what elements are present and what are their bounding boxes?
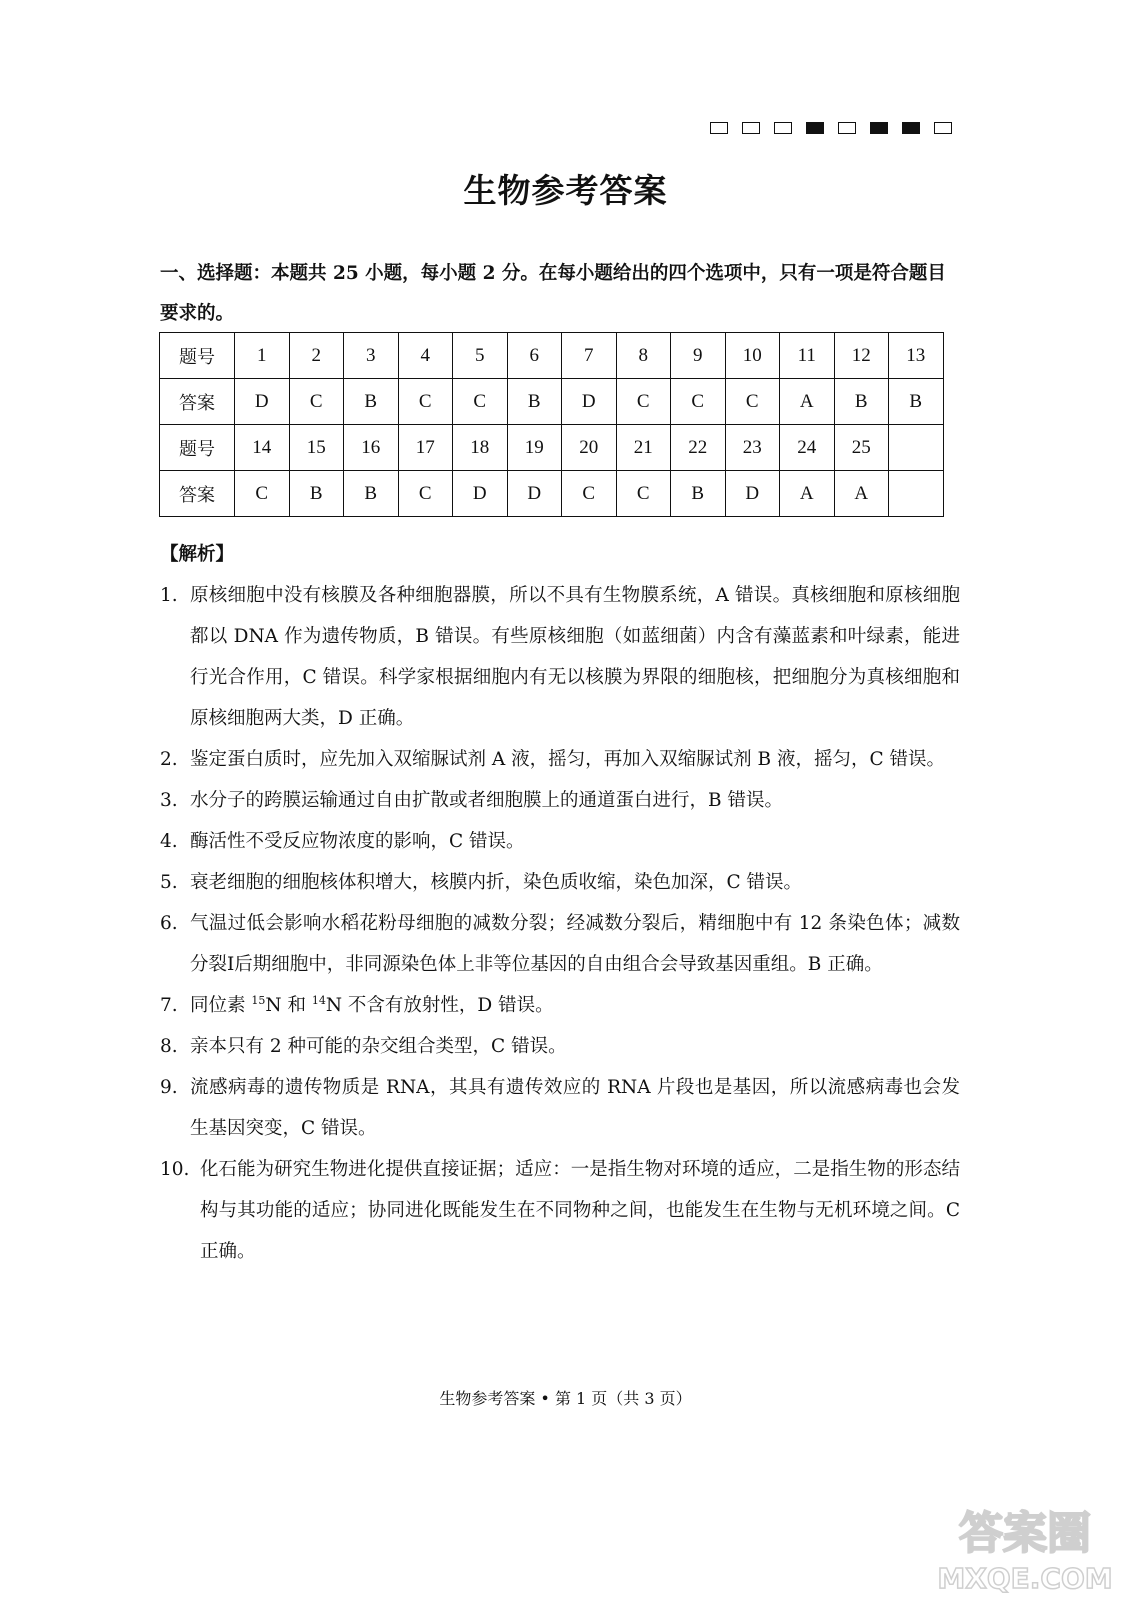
empty-cell	[889, 425, 944, 471]
watermark-url-text: MXQE.COM	[937, 1562, 1113, 1595]
item-text-part: N 和	[265, 995, 312, 1016]
item-text: 鉴定蛋白质时，应先加入双缩脲试剂 A 液，摇匀，再加入双缩脲试剂 B 液，摇匀，C 错误。	[190, 749, 946, 770]
answer-cell: C	[289, 379, 344, 425]
item-number: 7.	[160, 995, 178, 1016]
answer-cell: A	[834, 471, 889, 517]
code-mark	[870, 122, 888, 134]
answer-table	[159, 332, 944, 517]
answer-cell: C	[562, 471, 617, 517]
code-mark	[902, 122, 920, 134]
question-number: 19	[507, 425, 562, 471]
question-number: 6	[507, 333, 562, 379]
table-row	[160, 425, 944, 471]
list-item	[160, 1026, 960, 1067]
item-text: 酶活性不受反应物浓度的影响，C 错误。	[190, 831, 525, 852]
answer-cell: D	[453, 471, 508, 517]
question-number: 10	[725, 333, 780, 379]
code-mark	[774, 122, 792, 134]
section-heading: 一、选择题：本题共 25 小题，每小题 2 分。在每小题给出的四个选项中，只有一项是符合题目要求的。	[160, 263, 946, 324]
question-number: 3	[344, 333, 399, 379]
answer-cell: A	[780, 471, 835, 517]
row-label: 答案	[160, 471, 235, 517]
list-item	[160, 821, 960, 862]
question-number: 7	[562, 333, 617, 379]
answer-cell: C	[616, 379, 671, 425]
item-number: 4.	[160, 831, 178, 852]
row-label: 题号	[160, 425, 235, 471]
answer-cell: B	[289, 471, 344, 517]
item-text: 气温过低会影响水稻花粉母细胞的减数分裂；经减数分裂后，精细胞中有 12 条染色体；减数分裂Ⅰ后期细胞中，非同源染色体上非等位基因的自由组合会导致基因重组。B 正确。	[190, 913, 960, 975]
question-number: 5	[453, 333, 508, 379]
item-text	[190, 995, 554, 1016]
answer-cell: B	[834, 379, 889, 425]
item-number: 5.	[160, 872, 178, 893]
question-number: 25	[834, 425, 889, 471]
row-label: 题号	[160, 333, 235, 379]
code-mark	[742, 122, 760, 134]
exam-code-marks	[710, 122, 952, 134]
watermark-logo	[930, 1500, 1120, 1595]
question-number: 17	[398, 425, 453, 471]
isotope-mass-15: 15	[251, 993, 266, 1007]
question-number: 14	[235, 425, 290, 471]
list-item	[160, 903, 960, 985]
question-number: 20	[562, 425, 617, 471]
code-mark	[806, 122, 824, 134]
question-number: 4	[398, 333, 453, 379]
item-text: 化石能为研究生物进化提供直接证据；适应：一是指生物对环境的适应，二是指生物的形态结构与其功能的适应；协同进化既能发生在不同物种之间，也能发生在生物与无机环境之间。C 正确。	[200, 1159, 960, 1262]
answer-cell: B	[507, 379, 562, 425]
answer-cell: C	[616, 471, 671, 517]
question-number: 9	[671, 333, 726, 379]
page-footer: 生物参考答案 • 第 1 页（共 3 页）	[439, 1389, 692, 1408]
answer-cell: C	[671, 379, 726, 425]
item-number: 10.	[160, 1159, 190, 1180]
row-label: 答案	[160, 379, 235, 425]
code-mark	[838, 122, 856, 134]
answer-cell: C	[398, 471, 453, 517]
item-number: 8.	[160, 1036, 178, 1057]
table-row	[160, 471, 944, 517]
item-number: 2.	[160, 749, 178, 770]
answer-cell: B	[344, 379, 399, 425]
question-number: 16	[344, 425, 399, 471]
answer-cell: B	[889, 379, 944, 425]
question-number: 8	[616, 333, 671, 379]
question-number: 22	[671, 425, 726, 471]
answer-cell: B	[344, 471, 399, 517]
item-text-part: N 不含有放射性，D 错误。	[325, 995, 554, 1016]
item-text: 亲本只有 2 种可能的杂交组合类型，C 错误。	[190, 1036, 567, 1057]
answer-cell: D	[562, 379, 617, 425]
answer-cell: C	[725, 379, 780, 425]
list-item	[160, 862, 960, 903]
question-number: 12	[834, 333, 889, 379]
answer-cell: C	[453, 379, 508, 425]
analysis-heading: 【解析】	[160, 544, 235, 565]
table-row	[160, 333, 944, 379]
item-text: 水分子的跨膜运输通过自由扩散或者细胞膜上的通道蛋白进行，B 错误。	[190, 790, 783, 811]
table-row	[160, 379, 944, 425]
item-number: 9.	[160, 1077, 178, 1098]
code-mark	[934, 122, 952, 134]
question-number: 24	[780, 425, 835, 471]
list-item	[160, 985, 960, 1026]
answer-cell: C	[398, 379, 453, 425]
list-item	[160, 1067, 960, 1149]
question-number: 23	[725, 425, 780, 471]
question-number: 13	[889, 333, 944, 379]
list-item	[160, 739, 960, 780]
list-item	[160, 780, 960, 821]
item-number: 6.	[160, 913, 178, 934]
page-title: 生物参考答案	[463, 171, 668, 210]
answer-cell: C	[235, 471, 290, 517]
question-number: 11	[780, 333, 835, 379]
answer-cell: A	[780, 379, 835, 425]
item-text: 原核细胞中没有核膜及各种细胞器膜，所以不具有生物膜系统，A 错误。真核细胞和原核细胞都以 DNA 作为遗传物质，B 错误。有些原核细胞（如蓝细菌）内含有藻蓝素和叶绿素，能进行光合作用，C 错误。科学家根据细胞内有无以核膜为界限的细胞核，把细胞分为真核细胞和原核细胞两大类，D 正确。	[190, 585, 960, 729]
item-number: 1.	[160, 585, 178, 606]
empty-cell	[889, 471, 944, 517]
list-item	[160, 1149, 960, 1272]
question-number: 15	[289, 425, 344, 471]
answer-cell: D	[507, 471, 562, 517]
isotope-mass-14: 14	[311, 993, 326, 1007]
analysis-list	[160, 575, 960, 1272]
question-number: 21	[616, 425, 671, 471]
item-text: 衰老细胞的细胞核体积增大，核膜内折，染色质收缩，染色加深，C 错误。	[190, 872, 803, 893]
question-number: 2	[289, 333, 344, 379]
answer-cell: B	[671, 471, 726, 517]
answer-cell: D	[235, 379, 290, 425]
code-mark	[710, 122, 728, 134]
item-number: 3.	[160, 790, 178, 811]
watermark-logo-text: 答案圈	[959, 1508, 1091, 1559]
item-text-part: 同位素	[190, 995, 252, 1016]
question-number: 18	[453, 425, 508, 471]
question-number: 1	[235, 333, 290, 379]
item-text: 流感病毒的遗传物质是 RNA，其具有遗传效应的 RNA 片段也是基因，所以流感病毒也会发生基因突变，C 错误。	[190, 1077, 960, 1139]
list-item	[160, 575, 960, 739]
answer-cell: D	[725, 471, 780, 517]
